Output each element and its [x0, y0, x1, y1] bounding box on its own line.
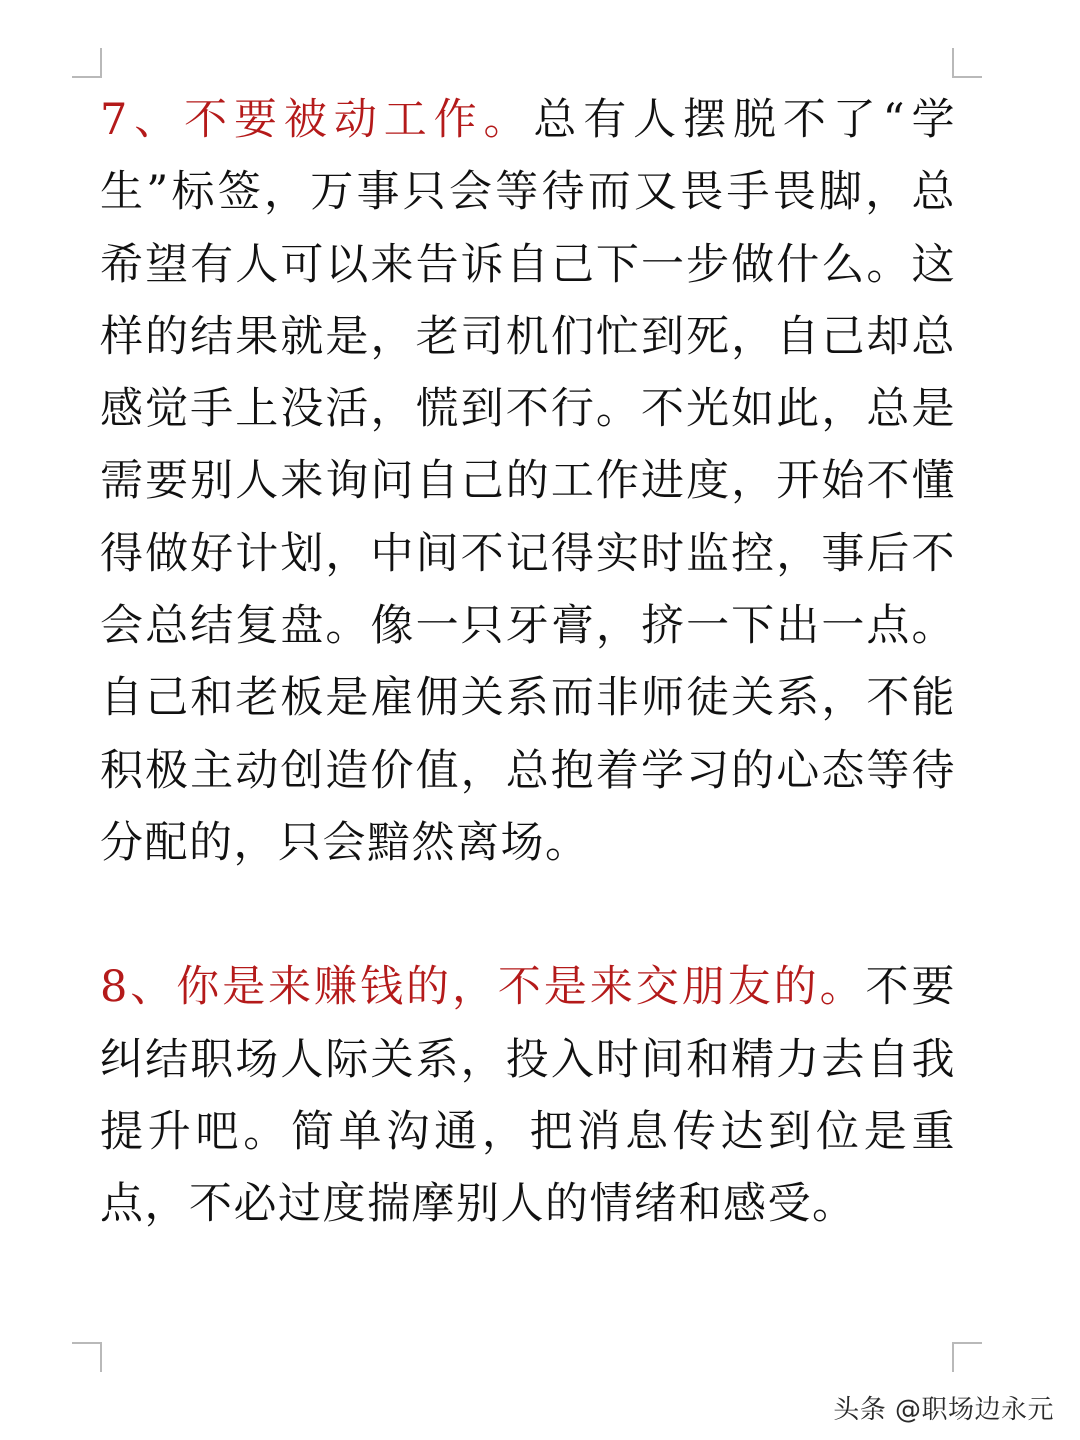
paragraph-8-heading: 8、你是来赚钱的，不是来交朋友的。 — [100, 962, 866, 1013]
crop-mark-top-left — [72, 48, 102, 78]
paragraph-7 — [100, 84, 956, 879]
crop-mark-top-right — [952, 48, 982, 78]
crop-mark-bottom-right — [952, 1342, 982, 1372]
paragraph-7-heading: 7、不要被动工作。 — [100, 95, 534, 145]
watermark: 头条 @职场边永元 — [833, 1395, 1054, 1425]
crop-mark-bottom-left — [72, 1342, 102, 1372]
paragraph-8 — [100, 951, 956, 1240]
document-body — [100, 84, 956, 1240]
paragraph-7-body: 总有人摆脱不了“学生”标签，万事只会等待而又畏手畏脚，总希望有人可以来告诉自己下一步做什么。这样的结果就是，老司机们忙到死，自己却总感觉手上没活，慌到不行。不光如此，总是需要别人来询问自己的工作进度，开始不懂得做好计划，中间不记得实时监控，事后不会总结复盘。像一只牙膏，挤一下出一点。自己和老板是雇佣关系而非师徒关系，不能积极主动创造价值，总抱着学习的心态等待分配的，只会黯然离场。 — [100, 95, 957, 868]
paragraph-8-body: 不要纠结职场人际关系，投入时间和精力去自我提升吧。简单沟通，把消息传达到位是重点，不必过度揣摩别人的情绪和感受。 — [100, 962, 956, 1230]
